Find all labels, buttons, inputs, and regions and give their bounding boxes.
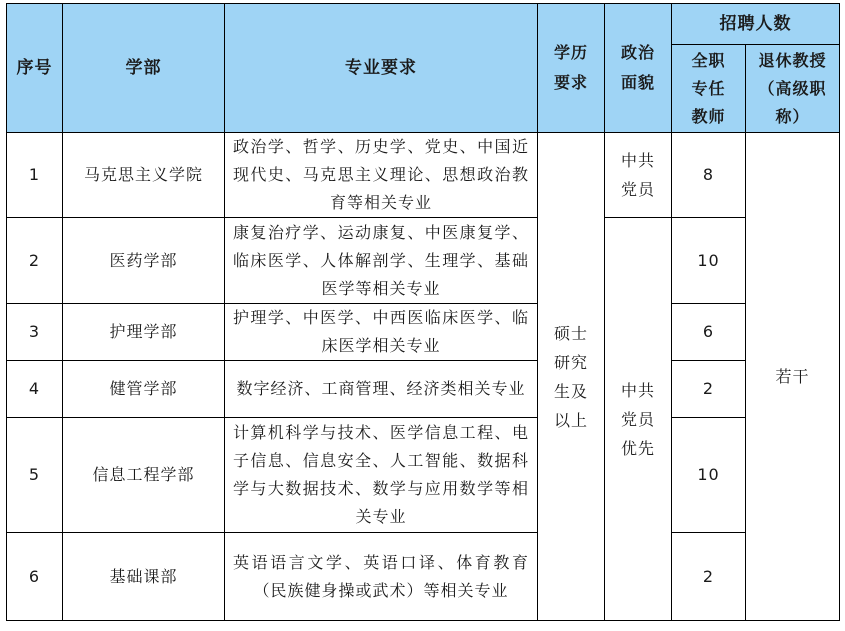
retired-merged-cell: 若干 [746,133,840,621]
row-index: 2 [7,218,63,304]
table-row [7,133,840,218]
header-major: 专业要求 [225,4,538,133]
education-merged-cell: 硕士研究生及以上 [538,133,605,621]
row-major: 英语语言文学、英语口译、体育教育（民族健身操或武术）等相关专业 [225,533,538,621]
row-fulltime: 6 [672,304,746,361]
row-major: 康复治疗学、运动康复、中医康复学、临床医学、人体解剖学、生理学、基础医学等相关专业 [225,218,538,304]
row-fulltime: 2 [672,361,746,418]
row-department: 信息工程学部 [63,418,225,533]
row-index: 5 [7,418,63,533]
politics-rest-cell: 中共党员优先 [605,218,672,621]
row-department: 马克思主义学院 [63,133,225,218]
row-index: 3 [7,304,63,361]
row-department: 基础课部 [63,533,225,621]
row-index: 1 [7,133,63,218]
row-major: 政治学、哲学、历史学、党史、中国近现代史、马克思主义理论、思想政治教育等相关专业 [225,133,538,218]
header-row-top [7,4,840,45]
header-politics: 政治面貌 [605,4,672,133]
table-row [7,218,840,304]
table-row [7,418,840,533]
row-major: 护理学、中医学、中西医临床医学、临床医学相关专业 [225,304,538,361]
table-row [7,361,840,418]
row-major: 计算机科学与技术、医学信息工程、电子信息、信息安全、人工智能、数据科学与大数据技术、数学与应用数学等相关专业 [225,418,538,533]
row-department: 医药学部 [63,218,225,304]
header-department: 学部 [63,4,225,133]
row-fulltime: 10 [672,218,746,304]
row-fulltime: 8 [672,133,746,218]
recruitment-table [6,3,840,621]
header-fulltime: 全职专任教师 [672,45,746,133]
row-major: 数字经济、工商管理、经济类相关专业 [225,361,538,418]
table-row [7,304,840,361]
row-department: 健管学部 [63,361,225,418]
row-fulltime: 10 [672,418,746,533]
row-fulltime: 2 [672,533,746,621]
header-recruit: 招聘人数 [672,4,840,45]
row-index: 4 [7,361,63,418]
table-row [7,533,840,621]
row-department: 护理学部 [63,304,225,361]
header-retired: 退休教授（高级职称） [746,45,840,133]
row-index: 6 [7,533,63,621]
politics-row1-cell: 中共党员 [605,133,672,218]
header-education: 学历要求 [538,4,605,133]
header-index: 序号 [7,4,63,133]
